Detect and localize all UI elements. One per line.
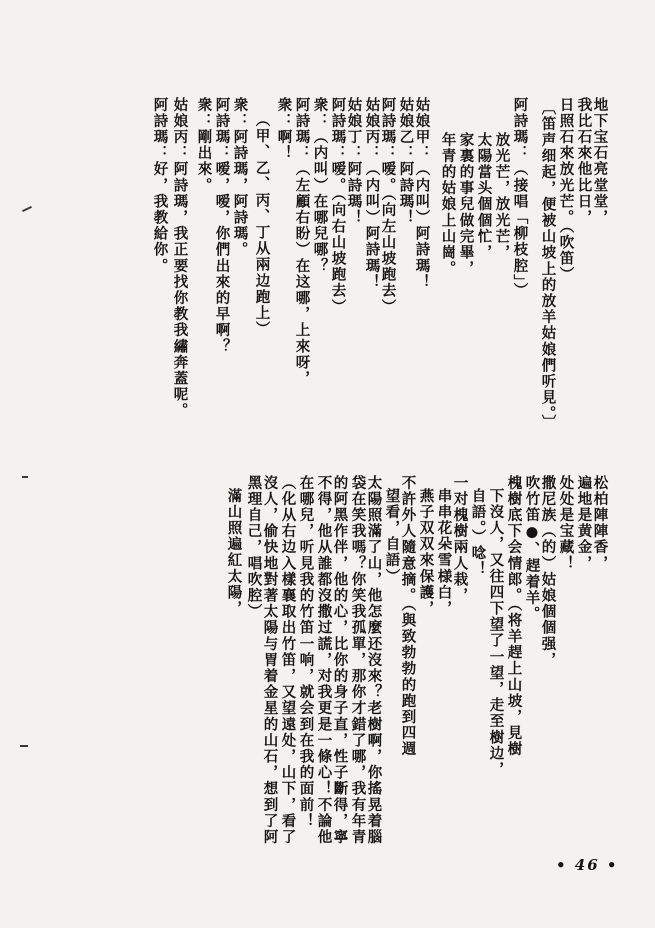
lower-text-column: 自語。）唸！ (469, 488, 487, 578)
lower-text-column: 下沒人，又往四下望了一望，走至樹边， (487, 488, 505, 778)
margin-mark (20, 745, 28, 747)
lower-text-column: 不許外人隨意摘。（與致勃勃的跑到四週 (399, 475, 417, 758)
upper-text-column: 太陽當头個個忙， (475, 132, 493, 261)
upper-text-column: 衆：剛出來。 (195, 97, 213, 194)
upper-text-column: 阿詩瑪：嗳。（向右山坡跑去） (329, 97, 347, 316)
upper-text-column: 衆：（内叫）在哪兒哪？ (311, 97, 329, 275)
lower-text-column: （化从右边入樣襄取出竹笛，又望遠处，山下，看了 (279, 475, 297, 846)
upper-text-column: 日照石來放光芒。（吹笛） (557, 97, 575, 283)
lower-text-column: 袋在笑我嗎？你笑我孤單，那你才錯了哪，我有年青 (349, 475, 367, 846)
lower-text-column: 处处是宝藏！ (557, 475, 575, 572)
upper-text-column: 姑娘丙：（内叫）阿詩瑪！ (363, 97, 381, 291)
upper-text-column: 阿詩瑪：嗳。（向左山坡跑去） (379, 97, 397, 316)
upper-text-column: 姑娘丁：阿詩瑪！ (345, 97, 363, 226)
upper-text-column: 姑娘甲：（内叫）阿詩瑪！ (413, 97, 431, 291)
upper-text-column: 阿詩瑪：好，我教給你。 (151, 97, 169, 275)
upper-text-column: 姑娘丙：阿詩瑪，我正要找你教我繡奔蓋呢。 (171, 97, 189, 419)
lower-text-column: 的阿黑作伴，他的心，比你的身子直，性子斷得，寧 (331, 475, 349, 846)
upper-text-column: 姑娘乙：阿詩瑪！ (397, 97, 415, 226)
lower-text-column: 黑理自己，唱吹腔） (245, 475, 263, 620)
upper-text-column: 我比石來他比日， (575, 97, 593, 226)
lower-text-column: 一对槐樹兩人栽， (451, 475, 469, 604)
lower-text-column: 槐樹底下会情郎。（将羊趕上山坡，見樹 (505, 475, 523, 758)
lower-text-column: 串串花朵雪様白， (435, 488, 453, 617)
upper-text-column: （甲、乙、丙、丁从兩边跑上） (253, 112, 271, 338)
lower-text-column: 滿山照遍紅太陽， (225, 488, 243, 617)
lower-text-column: 望看，自語） (383, 488, 401, 585)
upper-text-column: 阿詩瑪：嗳，嗳，你們出來的早啊？ (213, 97, 231, 355)
lower-text-column: 撒尼族（的）姑娘個個强， (539, 475, 557, 669)
upper-text-column: 〔笛声细起，便被山坡上的放羊姑娘們听見。〕 (539, 100, 557, 431)
upper-text-column: 放光芒，放光芒， (493, 132, 511, 261)
upper-text-column: 衆：阿詩瑪，阿詩瑪。 (231, 97, 249, 258)
lower-text-column: 沒人，偷快地對著太陽与胃着金星的山石，想到了阿 (261, 475, 279, 846)
lower-text-column: 太陽照滿了山，他怎麼还沒來？老樹啊，你搖晃着腦 (365, 475, 383, 846)
lower-text-column: 吹竹笛●、趕着羊。 (523, 475, 541, 623)
upper-text-column: 家裏的事兒做完畢， (457, 132, 475, 277)
upper-text-column: 阿詩瑪：（接唱「柳枝腔」） (511, 97, 529, 300)
margin-mark (22, 476, 28, 478)
upper-text-column: 阿詩瑪：（左顧右盼）在这哪，上來呀， (293, 97, 311, 387)
lower-text-column: 不得，他从誰都沒撒过謊，对我更是一條心！不論他 (315, 475, 333, 846)
lower-text-column: 松柏陣陣香， (591, 475, 609, 572)
upper-text-column: 衆：啊！ (275, 97, 293, 162)
upper-text-column: 地下宝石亮堂堂， (591, 97, 609, 226)
page-number: • 46 • (556, 856, 619, 874)
margin-mark (22, 206, 32, 212)
lower-text-column: 燕子双双來保護， (417, 488, 435, 617)
lower-text-column: 在哪兒，听見我的竹笛一响，就会到在我的面前！ (297, 475, 315, 830)
upper-text-column: 年青的姑娘上山崗。 (439, 132, 457, 277)
lower-text-column: 遍地是黄金， (575, 475, 593, 572)
